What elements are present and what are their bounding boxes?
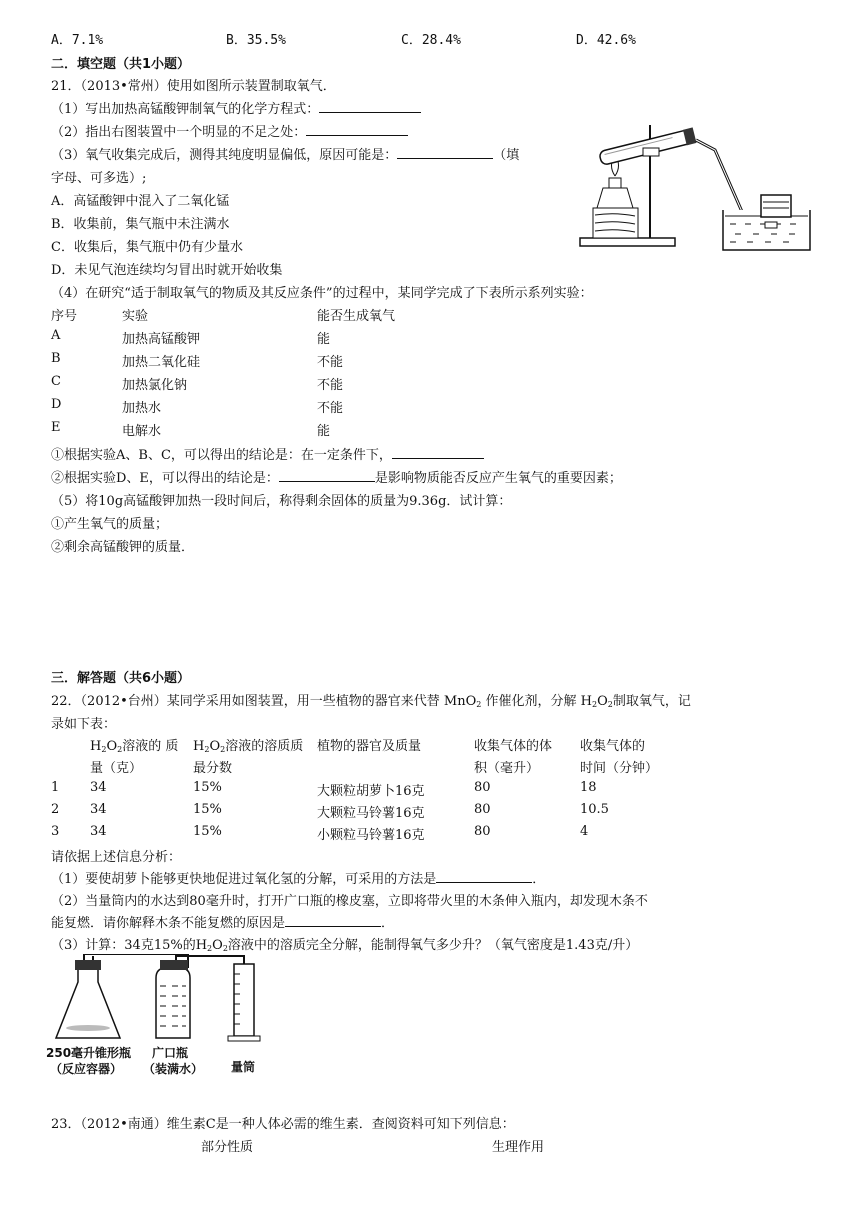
q21-part5a: ①产生氧气的质量； — [51, 517, 169, 532]
figure-label-bottle: 广口瓶 — [152, 1046, 189, 1060]
q21-part1-text: （1）写出加热高锰酸钾制氧气的化学方程式： — [51, 102, 320, 117]
cell: 能 — [317, 332, 331, 347]
table-row — [51, 374, 61, 389]
q22-part2-cont — [51, 912, 394, 931]
cell: 能 — [317, 424, 331, 439]
table-row — [122, 351, 200, 370]
q22-part3 — [51, 934, 638, 953]
q23-header-properties: 部分性质 — [201, 1140, 254, 1155]
q21-part3 — [51, 144, 519, 163]
table-row — [122, 328, 200, 347]
subscript: 2 — [101, 745, 107, 754]
q21-part5b: ②剩余高锰酸钾的质量． — [51, 540, 195, 555]
q21-part4a — [51, 444, 484, 463]
cell: E — [51, 420, 61, 435]
section-heading-fill: 二．填空题（共1小题） — [51, 57, 191, 72]
q22-header-volume-2: 积（毫升） — [474, 761, 540, 776]
q22-header-volume: 收集气体的体 — [474, 739, 553, 754]
figure-label-flask: 250毫升锥形瓶 — [46, 1046, 132, 1060]
cell: B — [51, 351, 61, 366]
q21-part4b — [51, 467, 622, 486]
section-heading-answer: 三．解答题（共6小题） — [51, 671, 191, 686]
table-row — [317, 420, 330, 439]
cell: 加热氯化钠 — [122, 378, 188, 393]
choice-a: A．高锰酸钾中混入了二氧化锰 — [51, 194, 230, 209]
table-header-result: 能否生成氧气 — [317, 309, 396, 324]
table-row — [122, 397, 161, 416]
q21-part4a-text: ①根据实验A、B、C，可以得出的结论是：在一定条件下， — [51, 448, 392, 463]
table-header-exp: 实验 — [122, 309, 149, 324]
subscript: 2 — [607, 700, 613, 709]
q21-part4b-tail: 是影响物质能否反应产生氧气的重要因素； — [374, 471, 622, 486]
figure-label-bottle-2: （装满水） — [143, 1062, 204, 1076]
cell: C — [51, 374, 61, 389]
q22-part3-text: O — [212, 938, 223, 953]
option-c: C．28.4% — [401, 33, 461, 48]
h: 溶液的 质 — [122, 739, 179, 754]
q22-text: 制取氧气，记 — [612, 694, 691, 709]
table-row: 小颗粒马铃薯16克 — [317, 828, 425, 843]
cell: 加热二氧化硅 — [122, 355, 201, 370]
q22-header-fraction-2: 最分数 — [193, 761, 233, 776]
table-row: 80 — [474, 824, 491, 839]
h: 溶液的溶质质 — [225, 739, 304, 754]
q21-part3-tail: （填 — [493, 148, 520, 163]
table-row: 34 — [90, 824, 107, 839]
q22-part3-text: （3）计算：34克15%的H — [51, 938, 208, 953]
h: H — [90, 739, 102, 754]
table-row: 大颗粒马铃薯16克 — [317, 806, 425, 821]
answer-blank[interactable] — [436, 869, 532, 883]
q21-part3-cont: 字母、可多选）; — [51, 171, 147, 186]
figure-label-flask-2: （反应容器） — [50, 1062, 123, 1076]
subscript: 2 — [117, 745, 123, 754]
q22-text: 22．（2012•台州）某同学采用如图装置，用一些植物的器官来代替 MnO — [51, 694, 477, 709]
q22-part2: （2）当量筒内的水达到80毫升时，打开广口瓶的橡皮塞，立即将带火里的木条伸入瓶内，却发现木条不 — [51, 894, 648, 909]
cell: 不能 — [317, 355, 344, 370]
cell: 不能 — [317, 401, 344, 416]
q23-title: 23．（2012•南通）维生素C是一种人体必需的维生素．查阅资料可知下列信息： — [51, 1117, 515, 1132]
table-row — [51, 397, 61, 412]
table-header-no: 序号 — [51, 309, 78, 324]
table-row: 1 — [51, 780, 60, 795]
subscript: 2 — [222, 944, 228, 953]
subscript: 2 — [204, 745, 210, 754]
q22-text: 作催化剂，分解 H — [481, 694, 592, 709]
cell: 不能 — [317, 378, 344, 393]
table-row — [51, 420, 61, 435]
table-row: 15% — [193, 824, 222, 839]
table-row: 34 — [90, 780, 107, 795]
option-b: B．35.5% — [226, 33, 286, 48]
table-row: 15% — [193, 780, 222, 795]
table-row — [317, 374, 343, 393]
subscript: 2 — [591, 700, 598, 709]
table-row: 15% — [193, 802, 222, 817]
table-row: 10.5 — [580, 802, 609, 817]
answer-blank[interactable] — [319, 99, 421, 113]
q22-line1 — [51, 690, 691, 709]
punct: ． — [532, 872, 546, 887]
answer-blank[interactable] — [306, 122, 408, 136]
answer-blank[interactable] — [285, 913, 381, 927]
q22-text: O — [597, 694, 608, 709]
answer-blank[interactable] — [397, 145, 493, 159]
subscript: 2 — [476, 700, 482, 709]
q21-part5: （5）将10g高锰酸钾加热一段时间后，称得剩余固体的质量为9.36g．试计算： — [51, 494, 512, 509]
q21-title: 21．（2013•常州）使用如图所示装置制取氧气． — [51, 79, 336, 94]
table-row: 34 — [90, 802, 107, 817]
q22-part1-text: （1）要使胡萝卜能够更快地促进过氧化氢的分解，可采用的方法是 — [51, 872, 437, 887]
q23-header-function: 生理作用 — [492, 1140, 545, 1155]
h2o2-apparatus-figure — [48, 954, 288, 1044]
cell: 加热高锰酸钾 — [122, 332, 201, 347]
table-row — [317, 351, 343, 370]
q21-part3-text: （3）氧气收集完成后，测得其纯度明显偏低，原因可能是： — [51, 148, 398, 163]
table-row: 18 — [580, 780, 597, 795]
q22-header-mass-2: 量（克） — [90, 761, 143, 776]
table-row: 80 — [474, 780, 491, 795]
figure-label-cylinder: 量筒 — [231, 1060, 256, 1074]
cell: 加热水 — [122, 401, 162, 416]
q22-part1 — [51, 868, 545, 887]
table-row — [51, 351, 61, 366]
subscript: 2 — [220, 745, 226, 754]
h: H — [193, 739, 205, 754]
table-row: 4 — [580, 824, 589, 839]
choice-c: C．收集后，集气瓶中仍有少量水 — [51, 240, 243, 255]
q21-part2 — [51, 121, 408, 140]
q22-header-time-2: 时间（分钟） — [580, 761, 659, 776]
cell: 电解水 — [122, 424, 162, 439]
table-row — [51, 328, 60, 343]
table-row — [122, 420, 161, 439]
cell: D — [51, 397, 62, 412]
oxygen-apparatus-figure — [575, 120, 815, 255]
q21-part1 — [51, 98, 421, 117]
q21-part4b-text: ②根据实验D、E，可以得出的结论是： — [51, 471, 279, 486]
h: O — [209, 739, 221, 754]
q22-header-mass — [90, 735, 178, 754]
cell: A — [51, 328, 61, 343]
table-row — [122, 374, 187, 393]
q21-part4: （4）在研究“适于制取氧气的物质及其反应条件”的过程中，某同学完成了下表所示系列实验： — [51, 286, 593, 301]
q22-intro: 请依据上述信息分析： — [51, 850, 182, 865]
h: O — [106, 739, 118, 754]
table-row — [317, 328, 330, 347]
q22-line2: 录如下表： — [51, 717, 117, 732]
table-row: 2 — [51, 802, 60, 817]
q22-header-time: 收集气体的 — [580, 739, 646, 754]
q22-header-fraction — [193, 735, 303, 754]
answer-blank[interactable] — [279, 468, 375, 482]
table-row: 3 — [51, 824, 60, 839]
q22-header-organ: 植物的器官及质量 — [317, 739, 422, 754]
choice-d: D．未见气泡连续均匀冒出时就开始收集 — [51, 263, 283, 278]
choice-b: B．收集前，集气瓶中未注满水 — [51, 217, 230, 232]
q22-part3-text: 溶液中的溶质完全分解，能制得氧气多少升？（氧气密度是1.43克/升） — [227, 938, 639, 953]
punct: ． — [381, 916, 395, 931]
answer-blank[interactable] — [392, 445, 484, 459]
subscript: 2 — [207, 944, 213, 953]
table-row: 大颗粒胡萝卜16克 — [317, 784, 425, 799]
table-row: 80 — [474, 802, 491, 817]
option-a: A．7.1% — [51, 33, 104, 48]
q22-part2-text: 能复燃．请你解释木条不能复燃的原因是 — [51, 916, 286, 931]
option-d: D．42.6% — [576, 33, 636, 48]
table-row — [317, 397, 343, 416]
q21-part2-text: （2）指出右图装置中一个明显的不足之处： — [51, 125, 307, 140]
